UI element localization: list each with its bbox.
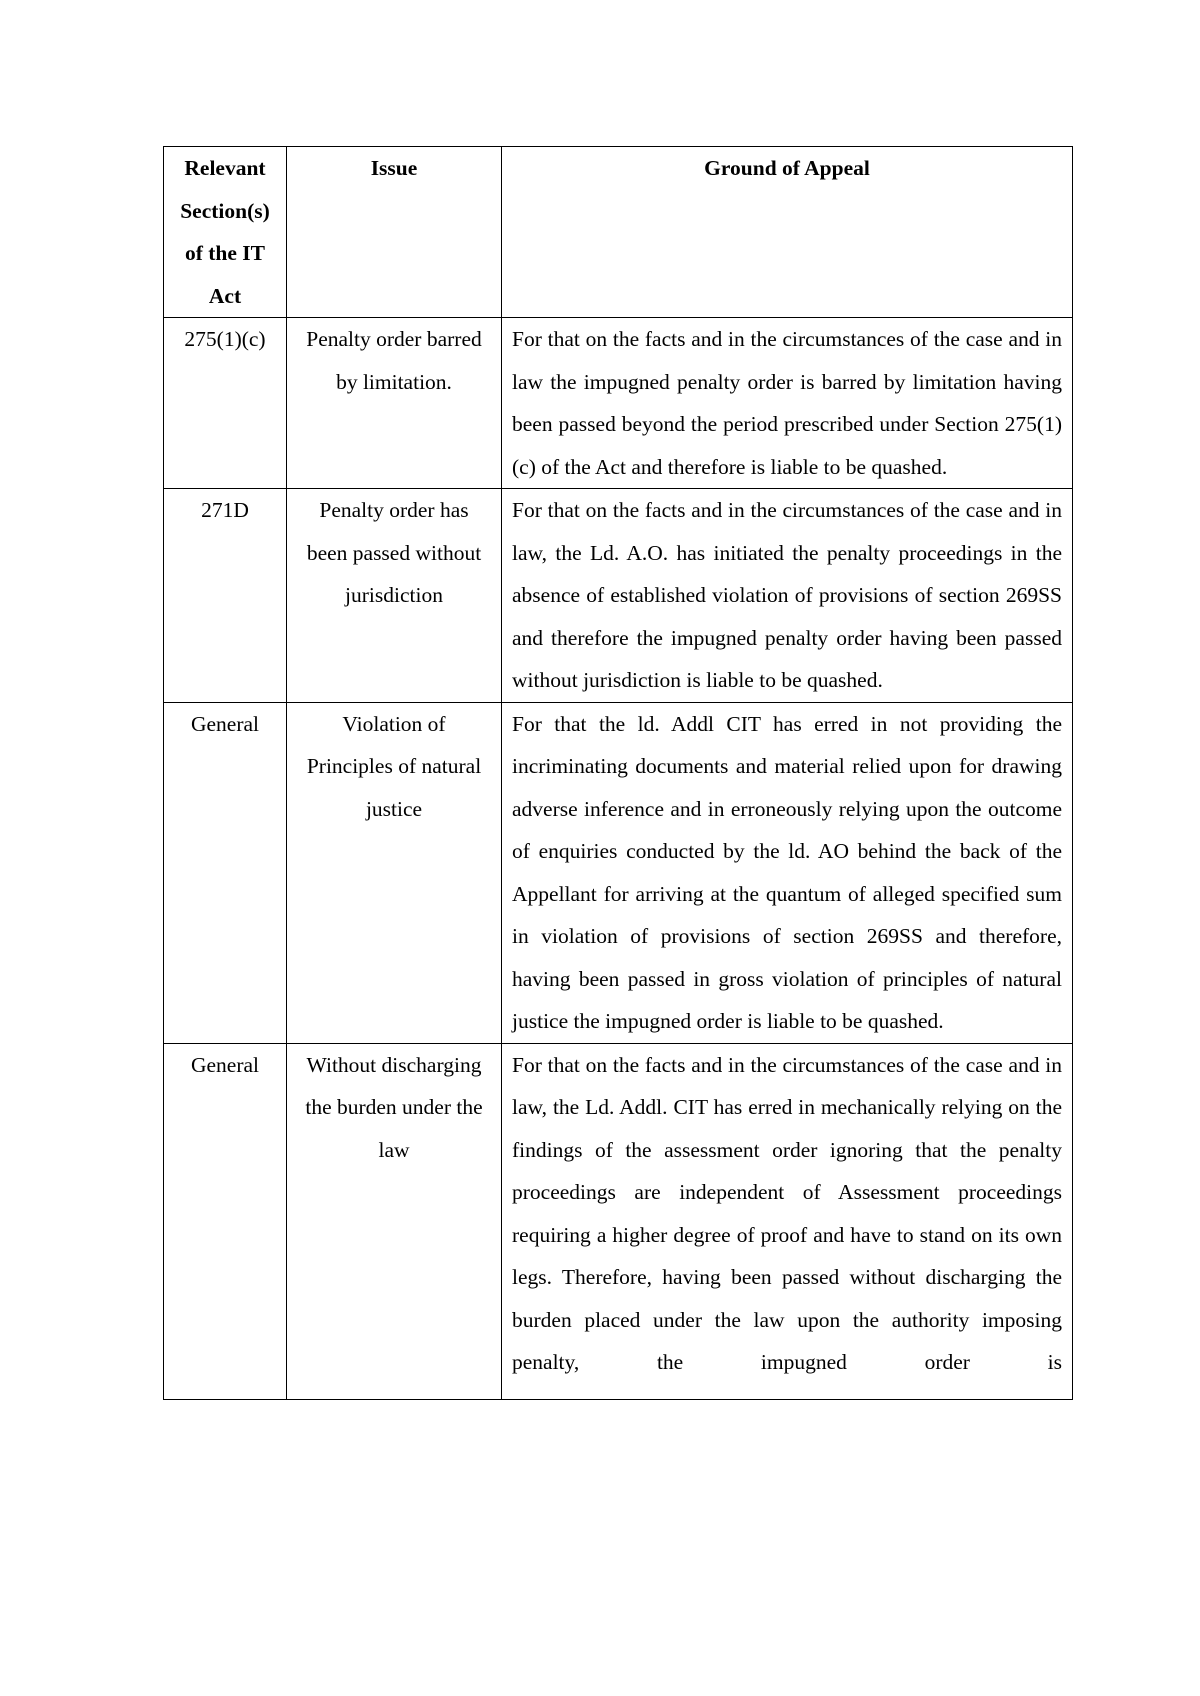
issue-cell: Penalty order has been passed without jurisdiction [287, 489, 502, 703]
ground-cell: For that on the facts and in the circumstances of the case and in law, the Ld. Addl. CIT has erred in mechanically relying on the findings of the assessment order ignoring that the penalty proceedings are independent of Assessment proceedings requiring a higher degree of proof and have to stand on its own legs. Therefore, having been passed without discharging the burden placed under the law upon the authority imposing penalty, the impugned order is [502, 1043, 1073, 1399]
table-row [164, 489, 1073, 703]
ground-cell: For that the ld. Addl CIT has erred in not providing the incriminating documents and material relied upon for drawing adverse inference and in erroneously relying upon the outcome of enquiries conducted by the ld. AO behind the back of the Appellant for arriving at the quantum of alleged specified sum in violation of provisions of section 269SS and therefore, having been passed in gross violation of principles of natural justice the impugned order is liable to be quashed. [502, 702, 1073, 1043]
table-row [164, 318, 1073, 489]
ground-cell: For that on the facts and in the circumstances of the case and in law, the Ld. A.O. has initiated the penalty proceedings in the absence of established violation of provisions of section 269SS and therefore the impugned penalty order having been passed without jurisdiction is liable to be quashed. [502, 489, 1073, 703]
issue-cell: Violation of Principles of natural justice [287, 702, 502, 1043]
header-ground-of-appeal: Ground of Appeal [502, 147, 1073, 318]
table-header-row [164, 147, 1073, 318]
table-row [164, 702, 1073, 1043]
ground-cell: For that on the facts and in the circumstances of the case and in law the impugned penalty order is barred by limitation having been passed beyond the period prescribed under Section 275(1)(c) of the Act and therefore is liable to be quashed. [502, 318, 1073, 489]
section-cell: 271D [164, 489, 287, 703]
issue-cell: Without discharging the burden under the law [287, 1043, 502, 1399]
section-cell: General [164, 702, 287, 1043]
grounds-of-appeal-table [163, 146, 1073, 1400]
header-relevant-section: Relevant Section(s) of the IT Act [164, 147, 287, 318]
section-cell: General [164, 1043, 287, 1399]
header-issue: Issue [287, 147, 502, 318]
table-row [164, 1043, 1073, 1399]
issue-cell: Penalty order barred by limitation. [287, 318, 502, 489]
section-cell: 275(1)(c) [164, 318, 287, 489]
